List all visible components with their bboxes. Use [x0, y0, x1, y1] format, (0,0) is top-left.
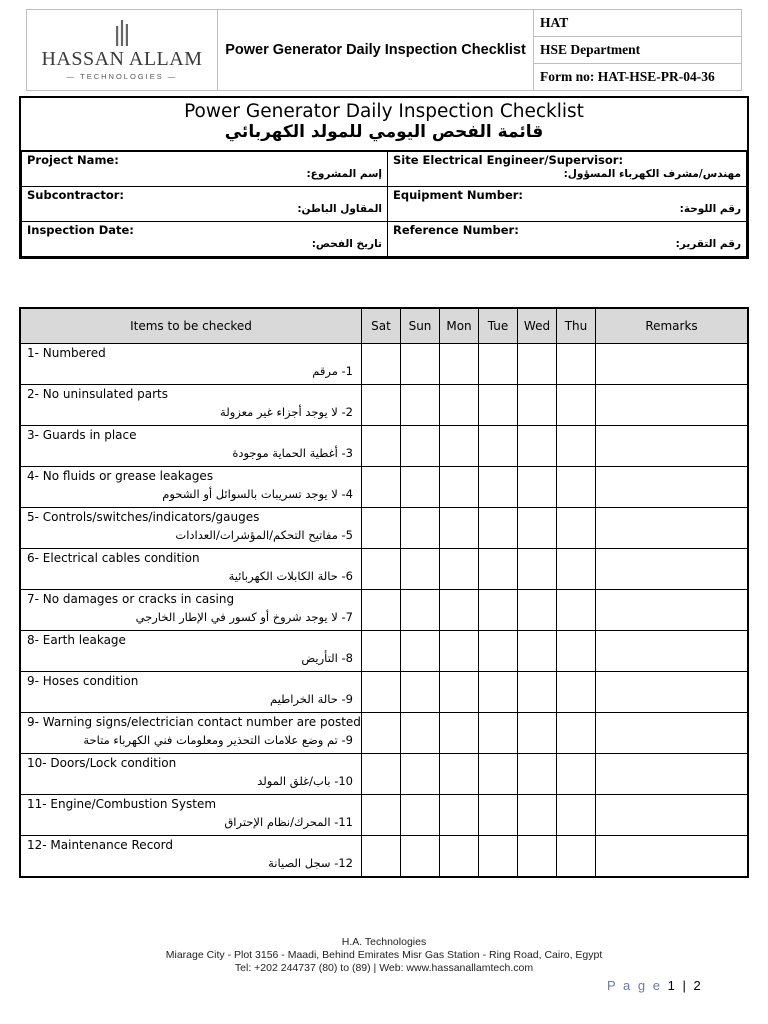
- check-cell-sat[interactable]: [362, 467, 401, 508]
- checklist-item-cell: [20, 549, 362, 590]
- check-cell-sat[interactable]: [362, 795, 401, 836]
- check-cell-wed[interactable]: [518, 344, 557, 385]
- check-cell-thu[interactable]: [557, 385, 596, 426]
- remarks-cell[interactable]: [596, 385, 749, 426]
- checklist-row: [20, 590, 748, 631]
- check-cell-thu[interactable]: [557, 795, 596, 836]
- checklist-item-cell: [20, 385, 362, 426]
- document-header: [26, 9, 742, 91]
- inspection-date-label-arabic: تاريخ الفحص:: [311, 238, 382, 250]
- footer-contact: Tel: +202 244737 (80) to (89) | Web: www.hassanallamtech.com: [234, 962, 534, 974]
- reference-number-field[interactable]: [388, 222, 747, 257]
- checklist-item-arabic: 4- لا يوجد تسريبات بالسوائل أو الشحوم: [162, 487, 353, 501]
- checklist-header-row: [20, 308, 748, 344]
- equipment-number-label-arabic: رقم اللوحة:: [679, 203, 741, 215]
- remarks-cell[interactable]: [596, 508, 749, 549]
- checklist-item-arabic: 9- تم وضع علامات التحذير ومعلومات فني الكهرباء متاحة: [83, 733, 353, 747]
- checklist-row: [20, 672, 748, 713]
- subcontractor-label-arabic: المقاول الباطن:: [297, 203, 382, 215]
- reference-number-label: Reference Number:: [393, 223, 519, 237]
- checklist-item-arabic: 9- حالة الخراطيم: [269, 692, 353, 706]
- engineer-label-arabic: مهندس/مشرف الكهرباء المسؤول:: [563, 168, 741, 180]
- check-cell-sun[interactable]: [401, 836, 440, 878]
- check-cell-tue[interactable]: [479, 672, 518, 713]
- check-cell-mon[interactable]: [440, 836, 479, 878]
- checklist-item-arabic: 8- التأريض: [301, 651, 353, 665]
- check-cell-sun[interactable]: [401, 344, 440, 385]
- footer-company: H.A. Technologies: [341, 936, 427, 948]
- equipment-number-field[interactable]: [388, 187, 747, 222]
- checklist-item-cell: [20, 713, 362, 754]
- logo-columns-icon: [113, 20, 131, 46]
- checklist-row: [20, 713, 748, 754]
- check-cell-sun[interactable]: [401, 467, 440, 508]
- check-cell-tue[interactable]: [479, 467, 518, 508]
- check-cell-wed[interactable]: [518, 426, 557, 467]
- header-department: HSE Department: [534, 37, 742, 64]
- check-cell-thu[interactable]: [557, 713, 596, 754]
- header-form-number: Form no: HAT-HSE-PR-04-36: [534, 64, 742, 91]
- check-cell-sat[interactable]: [362, 385, 401, 426]
- checklist-item-cell: [20, 508, 362, 549]
- remarks-cell[interactable]: [596, 549, 749, 590]
- reference-number-label-arabic: رقم التقرير:: [675, 238, 741, 250]
- check-cell-wed[interactable]: [518, 754, 557, 795]
- checklist-row: [20, 631, 748, 672]
- page-current: 1: [667, 978, 677, 993]
- column-header-sat: Sat: [362, 308, 401, 344]
- remarks-cell[interactable]: [596, 713, 749, 754]
- check-cell-thu[interactable]: [557, 467, 596, 508]
- check-cell-tue[interactable]: [479, 795, 518, 836]
- project-name-field[interactable]: [22, 152, 388, 187]
- check-cell-sun[interactable]: [401, 590, 440, 631]
- page-total: 2: [693, 978, 703, 993]
- check-cell-wed[interactable]: [518, 467, 557, 508]
- checklist-row: [20, 795, 748, 836]
- checklist-item-arabic: 12- سجل الصيانة: [268, 856, 353, 870]
- checklist-item-cell: [20, 467, 362, 508]
- check-cell-sat[interactable]: [362, 590, 401, 631]
- remarks-cell[interactable]: [596, 344, 749, 385]
- check-cell-sun[interactable]: [401, 385, 440, 426]
- check-cell-tue[interactable]: [479, 426, 518, 467]
- check-cell-thu[interactable]: [557, 754, 596, 795]
- form-info-block: [19, 96, 749, 259]
- remarks-cell[interactable]: [596, 467, 749, 508]
- page-footer: [0, 936, 768, 975]
- checklist-item-cell: [20, 631, 362, 672]
- check-cell-thu[interactable]: [557, 836, 596, 878]
- column-header-sun: Sun: [401, 308, 440, 344]
- checklist-item-arabic: 3- أغطية الحماية موجودة: [232, 446, 353, 460]
- checklist-item-arabic: 2- لا يوجد أجزاء غير معزولة: [220, 405, 353, 419]
- header-title: Power Generator Daily Inspection Checklist: [218, 10, 534, 91]
- inspection-date-field[interactable]: [22, 222, 388, 257]
- checklist-row: [20, 385, 748, 426]
- check-cell-wed[interactable]: [518, 549, 557, 590]
- check-cell-sun[interactable]: [401, 672, 440, 713]
- checklist-item-english: 6- Electrical cables condition: [27, 551, 200, 565]
- check-cell-tue[interactable]: [479, 508, 518, 549]
- column-header-mon: Mon: [440, 308, 479, 344]
- checklist-item-english: 8- Earth leakage: [27, 633, 126, 647]
- check-cell-tue[interactable]: [479, 549, 518, 590]
- check-cell-mon[interactable]: [440, 713, 479, 754]
- column-header-wed: Wed: [518, 308, 557, 344]
- check-cell-sat[interactable]: [362, 508, 401, 549]
- remarks-cell[interactable]: [596, 795, 749, 836]
- check-cell-mon[interactable]: [440, 549, 479, 590]
- checklist-item-arabic: 10- باب/غلق المولد: [257, 774, 353, 788]
- check-cell-thu[interactable]: [557, 508, 596, 549]
- check-cell-thu[interactable]: [557, 590, 596, 631]
- check-cell-tue[interactable]: [479, 713, 518, 754]
- form-title-english: Power Generator Daily Inspection Checklist: [184, 101, 584, 122]
- checklist-item-cell: [20, 344, 362, 385]
- page-label: P a g e: [607, 978, 662, 993]
- check-cell-tue[interactable]: [479, 344, 518, 385]
- page-number: [607, 978, 703, 993]
- check-cell-wed[interactable]: [518, 508, 557, 549]
- check-cell-wed[interactable]: [518, 713, 557, 754]
- remarks-cell[interactable]: [596, 754, 749, 795]
- check-cell-tue[interactable]: [479, 631, 518, 672]
- check-cell-wed[interactable]: [518, 385, 557, 426]
- check-cell-mon[interactable]: [440, 795, 479, 836]
- check-cell-tue[interactable]: [479, 754, 518, 795]
- info-table: [21, 151, 747, 257]
- engineer-field[interactable]: [388, 152, 747, 187]
- project-name-label: Project Name:: [27, 153, 119, 167]
- check-cell-tue[interactable]: [479, 590, 518, 631]
- check-cell-mon[interactable]: [440, 672, 479, 713]
- check-cell-sun[interactable]: [401, 754, 440, 795]
- checklist-item-cell: [20, 672, 362, 713]
- checklist-item-cell: [20, 754, 362, 795]
- footer-address: Miarage City - Plot 3156 - Maadi, Behind Emirates Misr Gas Station - Ring Road, Cairo, Egypt: [165, 949, 603, 961]
- remarks-cell[interactable]: [596, 426, 749, 467]
- check-cell-sun[interactable]: [401, 549, 440, 590]
- checklist-item-cell: [20, 836, 362, 878]
- remarks-cell[interactable]: [596, 631, 749, 672]
- check-cell-mon[interactable]: [440, 385, 479, 426]
- subcontractor-field[interactable]: [22, 187, 388, 222]
- column-header-remarks: Remarks: [596, 308, 749, 344]
- check-cell-wed[interactable]: [518, 795, 557, 836]
- check-cell-sat[interactable]: [362, 672, 401, 713]
- logo-subtitle: — TECHNOLOGIES —: [66, 71, 178, 81]
- checklist-row: [20, 754, 748, 795]
- checklist-item-arabic: 6- حالة الكابلات الكهربائية: [228, 569, 353, 583]
- form-title: [21, 98, 747, 151]
- check-cell-mon[interactable]: [440, 754, 479, 795]
- check-cell-sat[interactable]: [362, 754, 401, 795]
- checklist-item-english: 10- Doors/Lock condition: [27, 756, 177, 770]
- checklist-item-arabic: 1- مرقم: [312, 364, 353, 378]
- column-header-items: Items to be checked: [20, 308, 362, 344]
- check-cell-mon[interactable]: [440, 590, 479, 631]
- checklist-row: [20, 467, 748, 508]
- check-cell-mon[interactable]: [440, 631, 479, 672]
- check-cell-sun[interactable]: [401, 426, 440, 467]
- check-cell-thu[interactable]: [557, 344, 596, 385]
- check-cell-sun[interactable]: [401, 795, 440, 836]
- check-cell-thu[interactable]: [557, 672, 596, 713]
- check-cell-thu[interactable]: [557, 549, 596, 590]
- check-cell-sat[interactable]: [362, 836, 401, 878]
- check-cell-sat[interactable]: [362, 631, 401, 672]
- check-cell-mon[interactable]: [440, 508, 479, 549]
- check-cell-mon[interactable]: [440, 467, 479, 508]
- checklist-item-cell: [20, 795, 362, 836]
- check-cell-sat[interactable]: [362, 713, 401, 754]
- check-cell-sun[interactable]: [401, 508, 440, 549]
- company-logo: [27, 10, 218, 91]
- checklist-row: [20, 426, 748, 467]
- check-cell-tue[interactable]: [479, 836, 518, 878]
- remarks-cell[interactable]: [596, 672, 749, 713]
- check-cell-wed[interactable]: [518, 590, 557, 631]
- checklist-item-cell: [20, 590, 362, 631]
- checklist-item-english: 1- Numbered: [27, 346, 106, 360]
- check-cell-thu[interactable]: [557, 631, 596, 672]
- inspection-date-label: Inspection Date:: [27, 223, 134, 237]
- checklist-item-english: 4- No fluids or grease leakages: [27, 469, 214, 483]
- check-cell-sun[interactable]: [401, 631, 440, 672]
- check-cell-wed[interactable]: [518, 836, 557, 878]
- checklist-item-english: 2- No uninsulated parts: [27, 387, 168, 401]
- engineer-label: Site Electrical Engineer/Supervisor:: [393, 153, 624, 167]
- checklist-item-arabic: 11- المحرك/نظام الإحتراق: [224, 815, 353, 829]
- check-cell-wed[interactable]: [518, 631, 557, 672]
- check-cell-mon[interactable]: [440, 426, 479, 467]
- checklist-item-arabic: 5- مفاتيح التحكم/المؤشرات/العدادات: [175, 528, 353, 542]
- check-cell-tue[interactable]: [479, 385, 518, 426]
- subcontractor-label: Subcontractor:: [27, 188, 125, 202]
- checklist-item-english: 3- Guards in place: [27, 428, 137, 442]
- checklist-row: [20, 344, 748, 385]
- check-cell-thu[interactable]: [557, 426, 596, 467]
- logo-name: HASSAN ALLAM: [41, 47, 203, 70]
- remarks-cell[interactable]: [596, 836, 749, 878]
- check-cell-sat[interactable]: [362, 426, 401, 467]
- check-cell-mon[interactable]: [440, 344, 479, 385]
- checklist-item-english: 11- Engine/Combustion System: [27, 797, 217, 811]
- checklist-item-cell: [20, 426, 362, 467]
- checklist-row: [20, 508, 748, 549]
- project-name-label-arabic: إسم المشروع:: [306, 168, 382, 180]
- check-cell-sat[interactable]: [362, 344, 401, 385]
- column-header-tue: Tue: [479, 308, 518, 344]
- equipment-number-label: Equipment Number:: [393, 188, 524, 202]
- checklist-item-english: 7- No damages or cracks in casing: [27, 592, 235, 606]
- checklist-row: [20, 549, 748, 590]
- checklist-item-english: 9- Hoses condition: [27, 674, 139, 688]
- check-cell-wed[interactable]: [518, 672, 557, 713]
- checklist-item-english: 9- Warning signs/electrician contact number are posted: [27, 715, 361, 729]
- check-cell-sun[interactable]: [401, 713, 440, 754]
- header-company: HAT: [534, 10, 742, 37]
- page-separator: |: [682, 978, 688, 993]
- checklist-item-english: 5- Controls/switches/indicators/gauges: [27, 510, 260, 524]
- checklist-item-english: 12- Maintenance Record: [27, 838, 173, 852]
- column-header-thu: Thu: [557, 308, 596, 344]
- form-title-arabic: قائمة الفحص اليومي للمولد الكهربائي: [224, 122, 544, 142]
- checklist-row: [20, 836, 748, 878]
- checklist-table: [19, 307, 749, 878]
- remarks-cell[interactable]: [596, 590, 749, 631]
- check-cell-sat[interactable]: [362, 549, 401, 590]
- checklist-item-arabic: 7- لا يوجد شروخ أو كسور في الإطار الخارجي: [135, 610, 353, 624]
